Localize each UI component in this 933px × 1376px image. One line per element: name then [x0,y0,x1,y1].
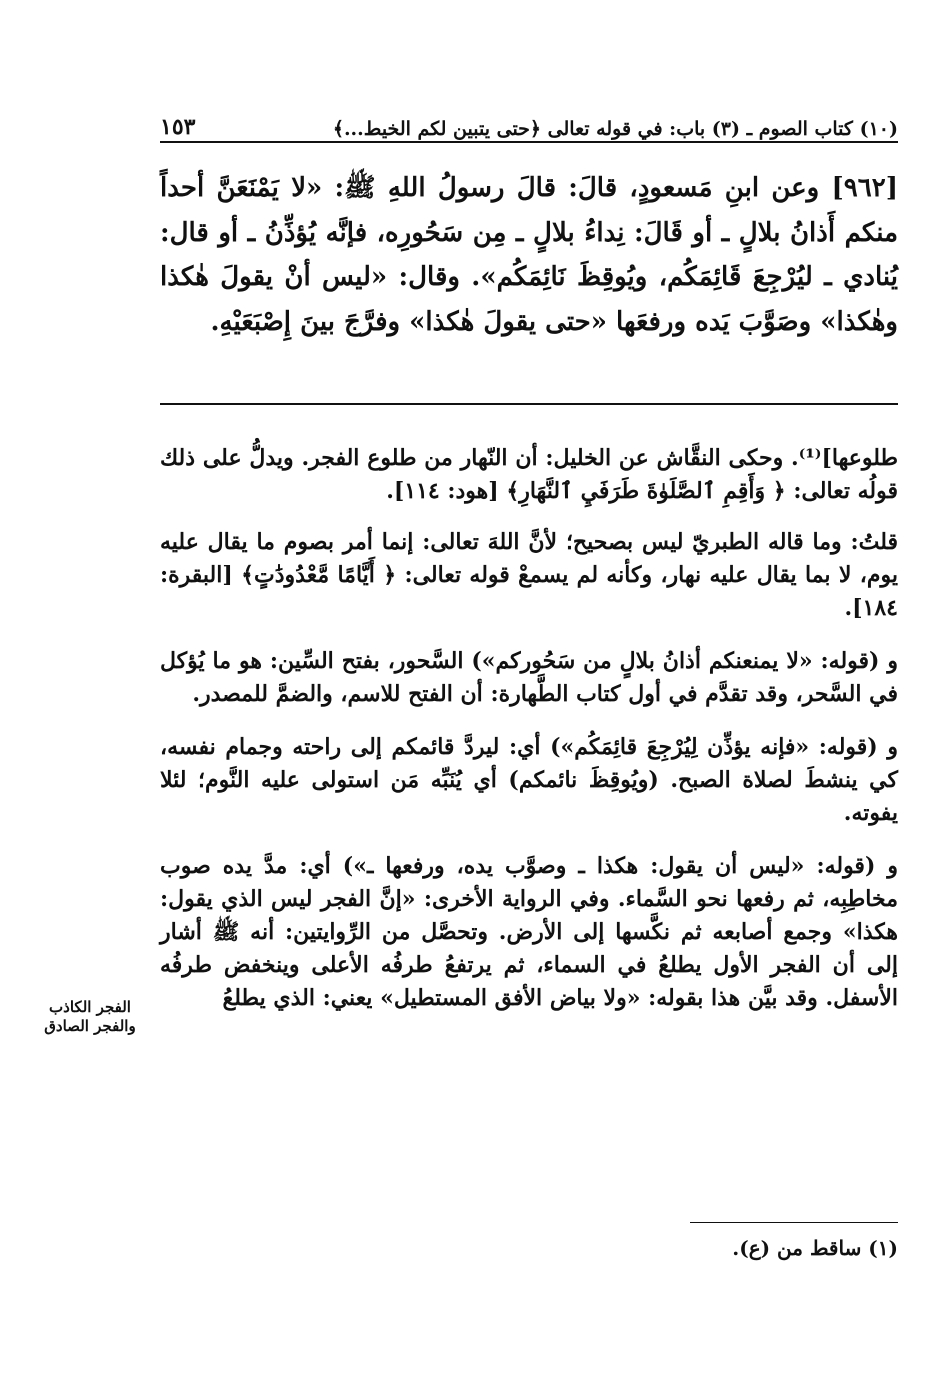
commentary [160,442,898,1035]
margin-note: الفجر الكاذب والفجر الصادق [44,998,136,1035]
hadith-text: [٩٦٢] وعن ابنِ مَسعودٍ، قالَ: قالَ رسولُ اللهِ ﷺ: «لا يَمْنَعَنَّ أحداً منكم أَذانُ بلالٍ ـ أو قَالَ: نِداءُ بلالٍ ـ مِن سَحُورِه، فإنَّه يُؤذِّنُ ـ أو قال: يُنادي ـ ليُرْجِعَ قَائِمَكُم، ويُوقِظَ نَائِمَكُم». وقال: «ليس أنْ يقولَ هٰكذا وهٰكذا» وصَوَّبَ يَده ورفعَها «حتى يقولَ هٰكذا» وفرَّجَ بينَ إِصْبَعَيْهِ. [160,173,898,337]
section-divider [160,403,898,405]
commentary-paragraph: و (قوله: «لا يمنعنكم أذانُ بلالٍ من سَحُوركم») السَّحور، بفتح السِّين: هو ما يُؤكل في السَّحر، وقد تقدَّم في أول كتاب الطَّهارة: أن الفتح للاسم، والضمَّ للمصدر. [160,648,898,707]
commentary-paragraph: قلتُ: وما قاله الطبريّ ليس بصحيح؛ لأنَّ اللهَ تعالى: إنما أمر بصوم ما يقال عليه يوم، لا بما يقال عليه نهار، وكأنه لم يسمعْ قوله تعالى: ﴿ أَيَّامًا مَّعْدُودَٰتٍ﴾ [البقرة: ١٨٤]. [160,529,898,621]
footnote: (١) ساقط من (ع). [732,1236,898,1260]
commentary-paragraph: طلوعها]⁽¹⁾. وحكى النقَّاش عن الخليل: أن النّهار من طلوع الفجر. ويدلُّ على ذلك قولُه تعالى: ﴿ وَأَقِمِ ٱلصَّلَوٰةَ طَرَفَيِ ٱلنَّهَارِ﴾ [هود: ١١٤]. [160,445,898,504]
footnote-rule [690,1222,898,1223]
commentary-paragraph: و (قوله: «فإنه يؤذِّن لِيُرْجِعَ قائِمَكُم») أي: ليردَّ قائمكم إلى راحته وجمام نفسه، كي ينشطَ لصلاة الصبح. (ويُوقِظَ نائمكم) أي يُنَبِّه مَن استولى عليه النَّوم؛ لئلا يفوته. [160,734,898,826]
commentary-paragraph: و (قوله: «ليس أن يقول: هكذا ـ وصوَّب يده، ورفعها ـ») أي: مدَّ يده صوب مخاطِبِه، ثم رفعها نحو السَّماء. وفي الرواية الأخرى: «إنَّ الفجر ليس الذي يقول: هكذا» وجمع أصابعه ثم نكَّسها إلى الأرض. وتحصَّل من الرِّوايتين: أنه ﷺ أشار إلى أن الفجر الأول يطلعُ في السماء، ثم يرتفعُ طرفُه الأعلى وينخفض طرفُه الأسفل. وقد بيَّن هذا بقوله: «ولا بياض الأفق المستطيل» يعني: الذي يطلعُ [160,853,898,1011]
running-title: (١٠) كتاب الصوم ـ (٣) باب: في قوله تعالى ﴿حتى يتبين لكم الخيط...﴾ [332,118,898,140]
header-rule [160,141,898,143]
running-header [160,108,898,140]
page-number: ١٥٣ [160,114,196,140]
